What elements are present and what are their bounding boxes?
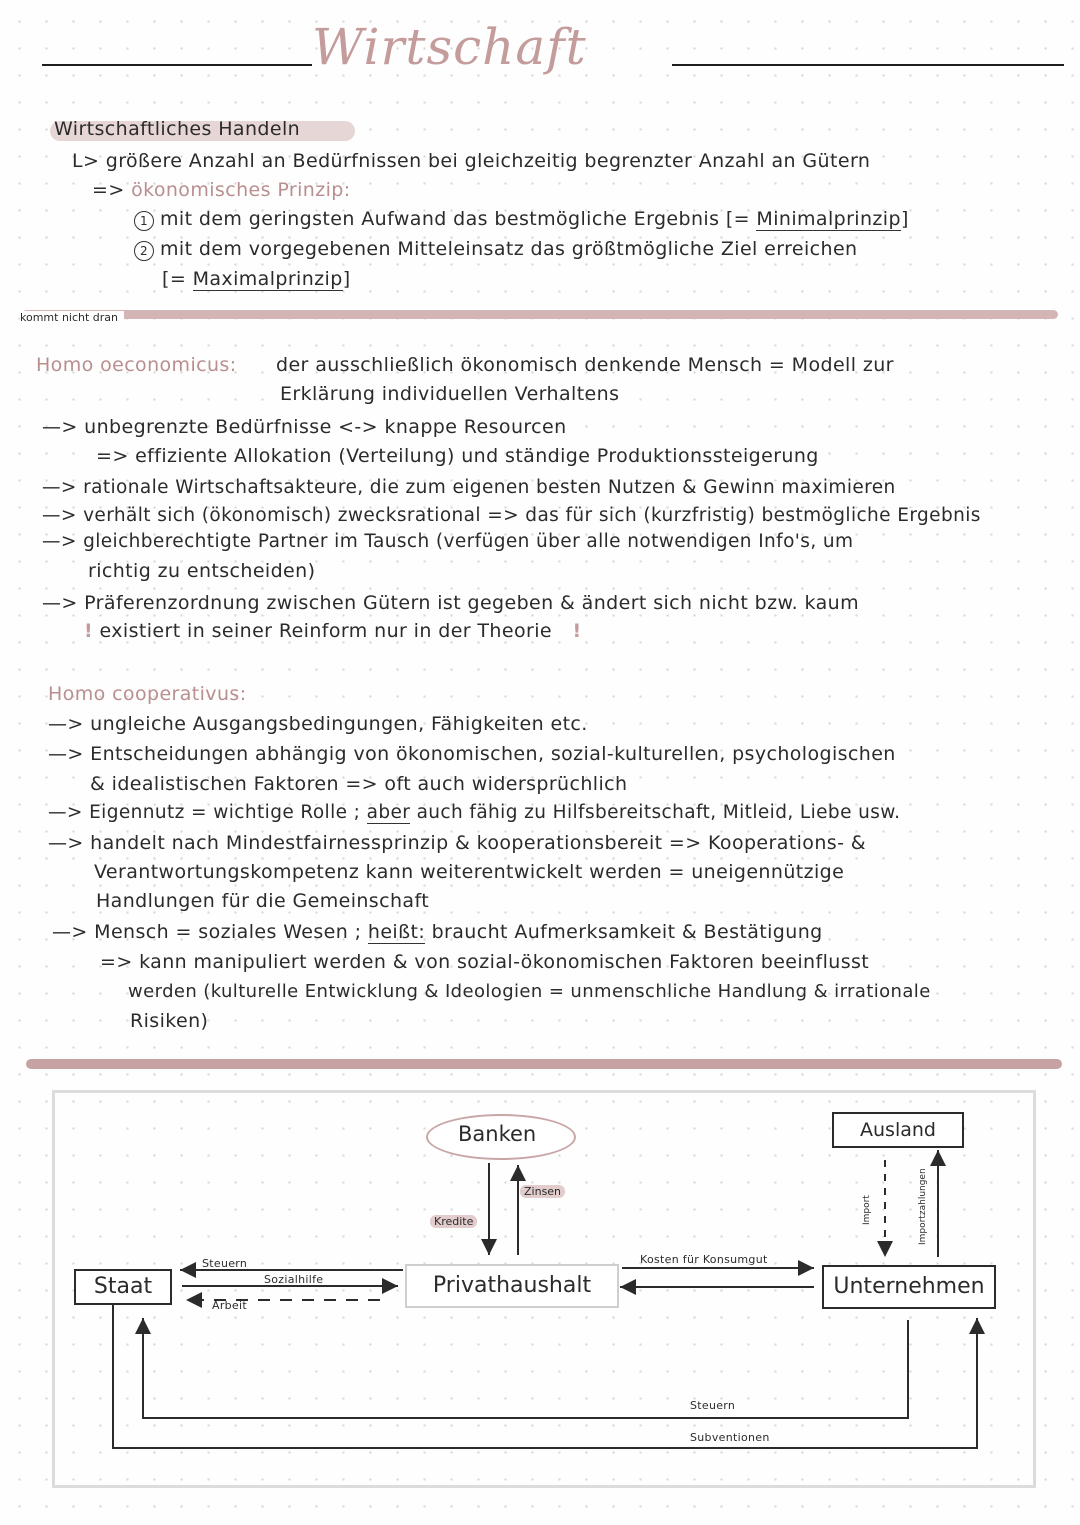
konsumgut-label: Kosten für Konsumgut bbox=[640, 1253, 768, 1266]
coop-line-4a: —> Eigennutz = wichtige Rolle ; bbox=[48, 802, 361, 823]
import-label: Import bbox=[862, 1195, 872, 1225]
section1-heading: Wirtschaftliches Handeln bbox=[54, 118, 301, 140]
importzahlungen-label: Importzahlungen bbox=[918, 1168, 928, 1245]
staat-node: Staat bbox=[74, 1269, 172, 1305]
kredite-label: Kredite bbox=[430, 1215, 477, 1228]
coop-line-1: —> ungleiche Ausgangsbedingungen, Fähigkeiten etc. bbox=[48, 713, 588, 735]
coop-line-7: Handlungen für die Gemeinschaft bbox=[96, 890, 430, 912]
title-rule-right bbox=[672, 64, 1064, 66]
coop-line-2: —> Entscheidungen abhängig von ökonomischen, sozial-kulturellen, psychologischen bbox=[48, 743, 896, 765]
coop-line-6: Verantwortungskompetenz kann weiterentwickelt werden = uneigennützige bbox=[94, 861, 845, 883]
item2-line2 bbox=[162, 268, 351, 290]
ausland-node: Ausland bbox=[832, 1112, 964, 1148]
oec-line-8 bbox=[84, 620, 582, 642]
coop-line-3: & idealistischen Faktoren => oft auch widersprüchlich bbox=[90, 773, 628, 795]
number-1-badge: 1 bbox=[134, 211, 154, 231]
homo-oeconomicus-heading: Homo oeconomicus: bbox=[36, 354, 237, 376]
homo-oeconomicus-def1: der ausschließlich ökonomisch denkende Mensch = Modell zur bbox=[276, 354, 894, 376]
coop-line-9: => kann manipuliert werden & von sozial-ökonomischen Faktoren beeinflusst bbox=[100, 951, 870, 973]
coop-line-4b: auch fähig zu Hilfsbereitschaft, Mitleid, Liebe usw. bbox=[416, 802, 901, 823]
title-rule-left bbox=[42, 64, 312, 66]
banken-label: Banken bbox=[458, 1122, 537, 1146]
oec-line-3: —> rationale Wirtschaftsakteure, die zum eigenen besten Nutzen & Gewinn maximieren bbox=[42, 477, 896, 498]
coop-line-8a: —> Mensch = soziales Wesen ; bbox=[52, 921, 362, 943]
item2-bracket-close: ] bbox=[342, 268, 351, 290]
section-separator bbox=[26, 1059, 1062, 1069]
steuern-bottom-label: Steuern bbox=[690, 1399, 736, 1412]
oec-line-8-text: existiert in seiner Reinform nur in der Theorie bbox=[99, 620, 552, 642]
heisst-term: heißt: bbox=[367, 921, 426, 943]
side-note: kommt nicht dran bbox=[20, 311, 124, 324]
item2-bracket-open: [= bbox=[162, 268, 187, 290]
oec-line-6: richtig zu entscheiden) bbox=[88, 560, 316, 582]
steuern-top-label: Steuern bbox=[202, 1257, 248, 1270]
coop-line-11: Risiken) bbox=[130, 1010, 209, 1032]
section1-line1: L> größere Anzahl an Bedürfnissen bei gleichzeitig begrenzter Anzahl an Gütern bbox=[72, 150, 871, 172]
minimalprinzip-term: Minimalprinzip bbox=[756, 208, 901, 230]
subventionen-label: Subventionen bbox=[690, 1431, 770, 1444]
coop-line-10: werden (kulturelle Entwicklung & Ideologien = unmenschliche Handlung & irrationale bbox=[128, 981, 931, 1002]
aber-term: aber bbox=[366, 802, 411, 823]
item-maximalprinzip bbox=[134, 238, 858, 261]
homo-oeconomicus-def2: Erklärung individuellen Verhaltens bbox=[280, 383, 620, 405]
homo-cooperativus-heading: Homo cooperativus: bbox=[48, 683, 247, 705]
page-title: Wirtschaft bbox=[312, 18, 587, 76]
coop-line-5: —> handelt nach Mindestfairnessprinzip & kooperationsbereit => Kooperations- & bbox=[48, 832, 866, 854]
item1-text: mit dem geringsten Aufwand das bestmögliche Ergebnis [= bbox=[160, 208, 750, 230]
oec-line-1: —> unbegrenzte Bedürfnisse <-> knappe Resourcen bbox=[42, 416, 567, 438]
coop-line-8 bbox=[52, 921, 823, 943]
section-separator bbox=[22, 310, 1058, 319]
item1-bracket: ] bbox=[900, 208, 909, 230]
unternehmen-node: Unternehmen bbox=[822, 1265, 996, 1309]
item-minimalprinzip bbox=[134, 208, 909, 231]
coop-line-4 bbox=[48, 802, 900, 823]
privathaushalt-node: Privathaushalt bbox=[405, 1264, 619, 1308]
number-2-badge: 2 bbox=[134, 241, 154, 261]
exclamation-icon: ! bbox=[572, 620, 582, 642]
arbeit-label: Arbeit bbox=[212, 1299, 247, 1312]
coop-line-8b: braucht Aufmerksamkeit & Bestätigung bbox=[431, 921, 823, 943]
prinzip-term: ökonomisches Prinzip: bbox=[131, 179, 351, 201]
oec-line-7: —> Präferenzordnung zwischen Gütern ist gegeben & ändert sich nicht bzw. kaum bbox=[42, 592, 859, 614]
sozialhilfe-label: Sozialhilfe bbox=[264, 1273, 324, 1286]
implies-arrow: => bbox=[92, 179, 125, 201]
prinzip-line bbox=[92, 179, 351, 201]
oec-line-4: —> verhält sich (ökonomisch) zwecksrational => das für sich (kurzfristig) bestmögliche Ergebnis bbox=[42, 505, 981, 526]
oec-line-5: —> gleichberechtigte Partner im Tausch (verfügen über alle notwendigen Info's, um bbox=[42, 531, 854, 552]
oec-line-2: => effiziente Allokation (Verteilung) und ständige Produktionssteigerung bbox=[96, 445, 819, 467]
zinsen-label: Zinsen bbox=[520, 1185, 565, 1198]
exclamation-icon: ! bbox=[84, 620, 94, 642]
item2-text: mit dem vorgegebenen Mitteleinsatz das größtmögliche Ziel erreichen bbox=[160, 238, 858, 260]
maximalprinzip-term: Maximalprinzip bbox=[192, 268, 343, 290]
